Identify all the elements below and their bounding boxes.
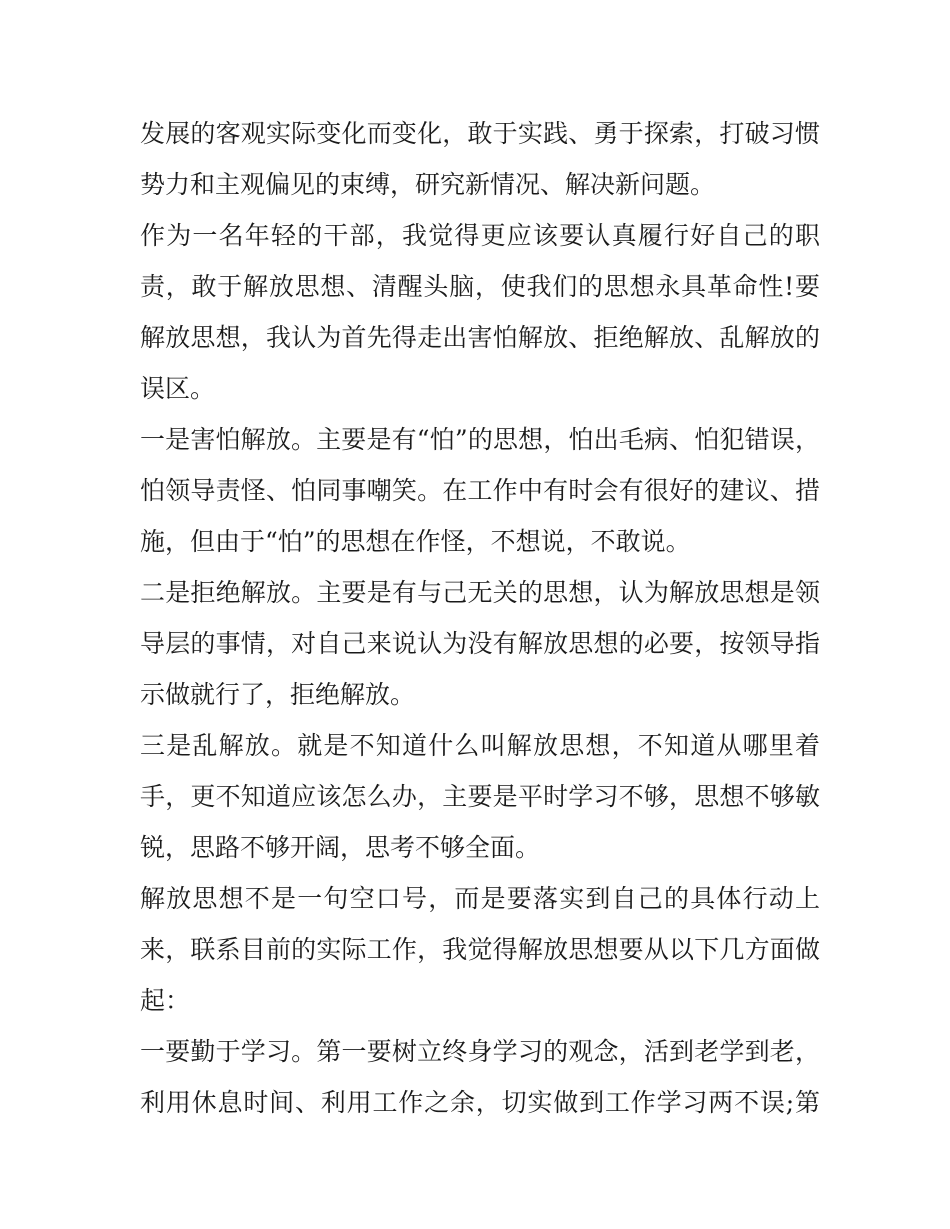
text-line-7: 一是害怕解放。主要是有“怕”的思想，怕出毛病、怕犯错误，	[140, 425, 820, 454]
text-line-13: 三是乱解放。就是不知道什么叫解放思想，不知道从哪里着	[140, 731, 820, 760]
text-line-6: 误区。	[140, 374, 216, 403]
text-line-8: 怕领导责怪、怕同事嘲笑。在工作中有时会有很好的建议、措	[140, 476, 820, 505]
text-line-1: 发展的客观实际变化而变化，敢于实践、勇于探索，打破习惯	[140, 119, 820, 148]
text-line-20: 利用休息时间、利用工作之余，切实做到工作学习两不误;第	[140, 1088, 820, 1117]
document-body	[140, 108, 820, 1128]
text-line-19: 一要勤于学习。第一要树立终身学习的观念，活到老学到老，	[140, 1037, 820, 1066]
text-line-4: 责，敢于解放思想、清醒头脑，使我们的思想永具革命性!要	[140, 272, 820, 301]
text-line-18: 起：	[140, 986, 191, 1015]
text-line-11: 导层的事情，对自己来说认为没有解放思想的必要，按领导指	[140, 629, 820, 658]
text-line-15: 锐，思路不够开阔，思考不够全面。	[140, 833, 541, 862]
text-line-17: 来，联系目前的实际工作，我觉得解放思想要从以下几方面做	[140, 935, 820, 964]
text-line-5: 解放思想，我认为首先得走出害怕解放、拒绝解放、乱解放的	[140, 323, 820, 352]
text-line-14: 手，更不知道应该怎么办，主要是平时学习不够，思想不够敏	[140, 782, 820, 811]
text-line-9: 施，但由于“怕”的思想在作怪，不想说，不敢说。	[140, 527, 691, 556]
text-line-12: 示做就行了，拒绝解放。	[140, 680, 416, 709]
text-line-16: 解放思想不是一句空口号，而是要落实到自己的具体行动上	[140, 884, 820, 913]
text-line-10: 二是拒绝解放。主要是有与己无关的思想，认为解放思想是领	[140, 578, 820, 607]
text-line-3: 作为一名年轻的干部，我觉得更应该要认真履行好自己的职	[140, 221, 820, 250]
text-line-2: 势力和主观偏见的束缚，研究新情况、解决新问题。	[140, 170, 716, 199]
